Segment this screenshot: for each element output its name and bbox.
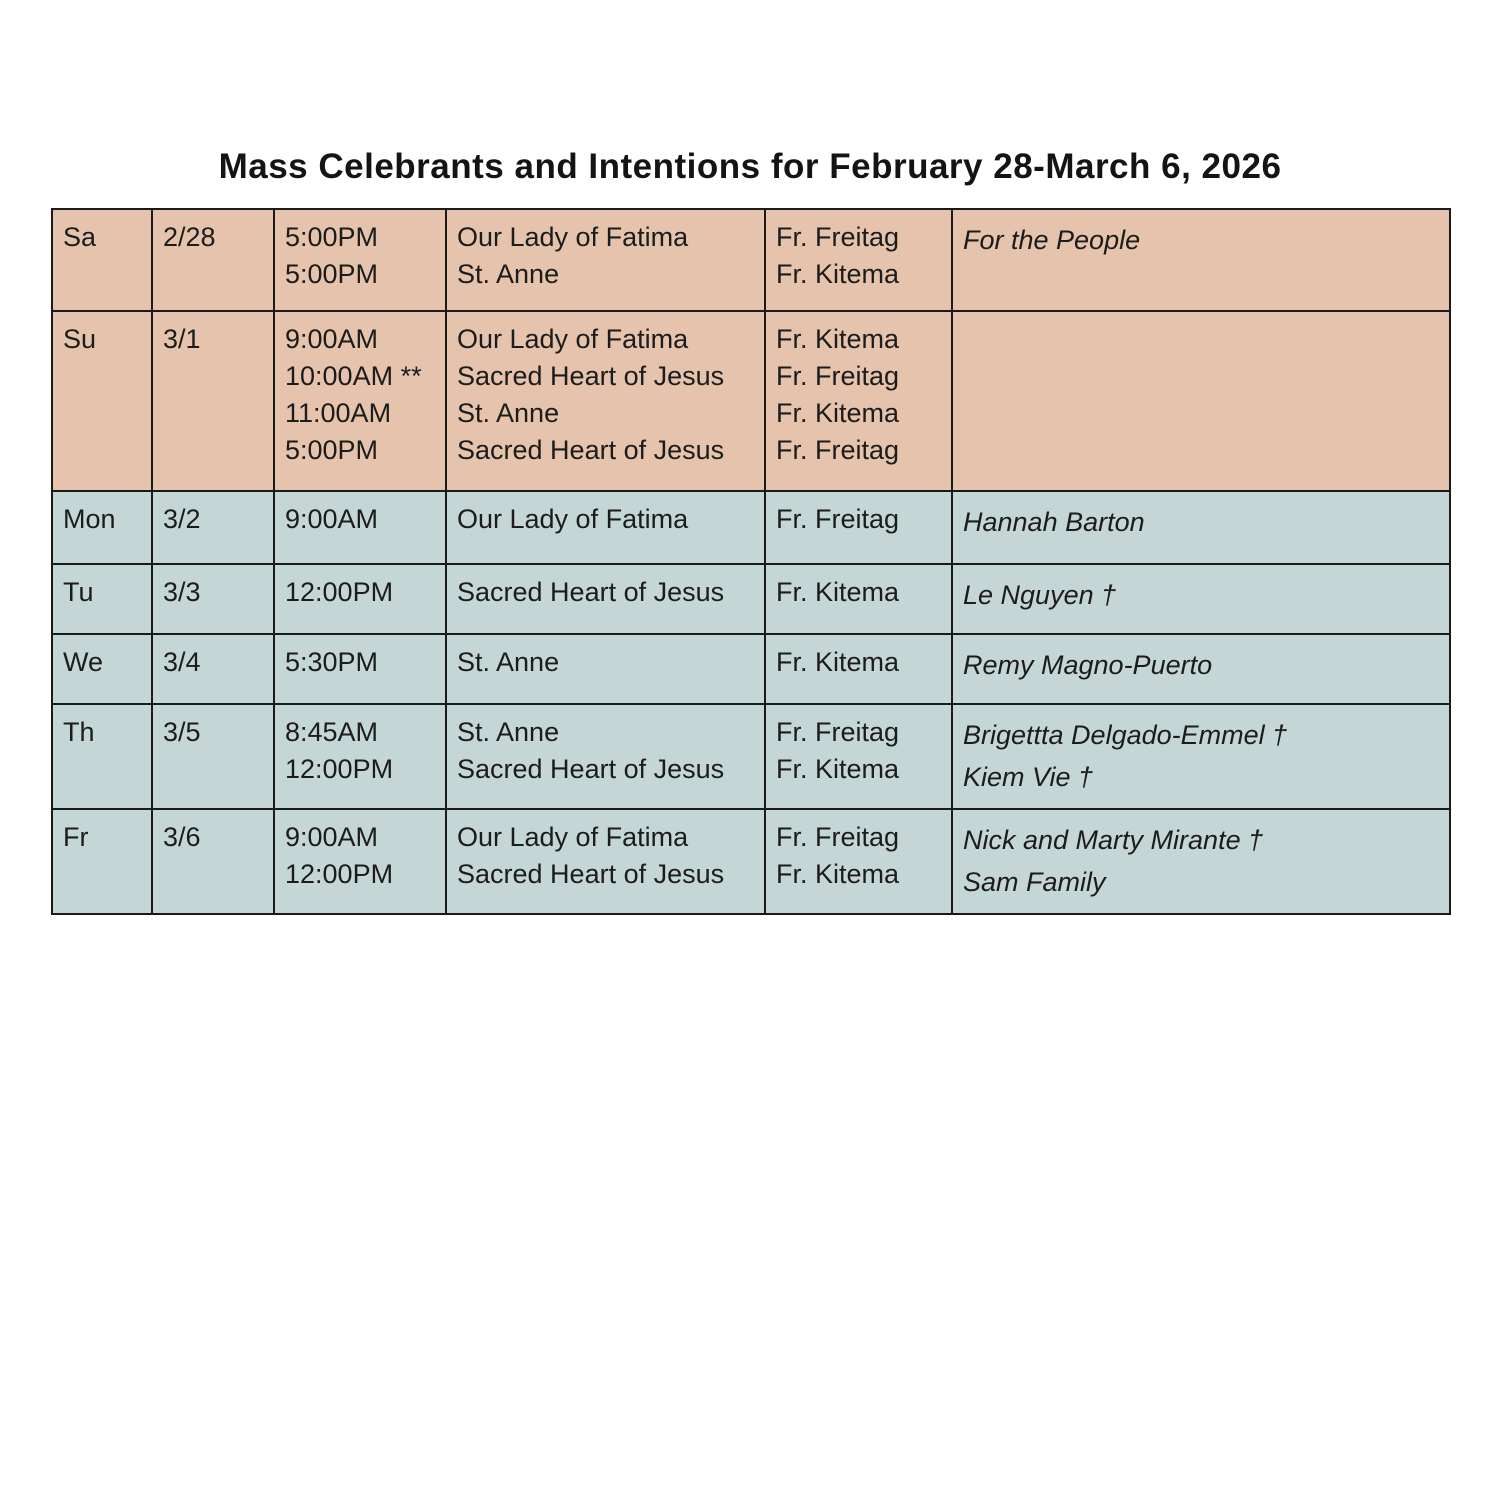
intention-value: Hannah Barton bbox=[963, 507, 1145, 537]
day-cell bbox=[52, 564, 152, 634]
time-cell bbox=[274, 311, 446, 491]
church-value: St. Anne bbox=[457, 647, 560, 677]
day-label: Tu bbox=[63, 577, 94, 607]
day-label: Mon bbox=[63, 504, 116, 534]
intention-cell bbox=[952, 311, 1450, 491]
day-cell bbox=[52, 809, 152, 914]
celebrant-value: Fr. Freitag bbox=[776, 717, 900, 747]
date-label: 3/5 bbox=[163, 717, 201, 747]
church-cell bbox=[446, 634, 765, 704]
date-cell bbox=[152, 704, 274, 809]
intention-value: Brigettta Delgado-Emmel † bbox=[963, 720, 1288, 750]
date-label: 3/4 bbox=[163, 647, 201, 677]
date-cell bbox=[152, 311, 274, 491]
time-cell bbox=[274, 209, 446, 311]
date-cell bbox=[152, 564, 274, 634]
church-value: Sacred Heart of Jesus bbox=[457, 435, 725, 465]
time-value: 5:00PM bbox=[285, 435, 379, 465]
celebrant-value: Fr. Kitema bbox=[776, 647, 900, 677]
celebrant-value: Fr. Freitag bbox=[776, 361, 900, 391]
church-value: Sacred Heart of Jesus bbox=[457, 754, 725, 784]
church-cell bbox=[446, 704, 765, 809]
celebrant-value: Fr. Freitag bbox=[776, 822, 900, 852]
day-cell bbox=[52, 491, 152, 564]
day-cell bbox=[52, 209, 152, 311]
table-row-saturday bbox=[52, 209, 1450, 311]
day-label: Th bbox=[63, 717, 95, 747]
celebrant-value: Fr. Kitema bbox=[776, 859, 900, 889]
time-value: 11:00AM bbox=[285, 398, 392, 428]
church-cell bbox=[446, 809, 765, 914]
day-label: Sa bbox=[63, 222, 97, 252]
church-cell bbox=[446, 564, 765, 634]
date-cell bbox=[152, 209, 274, 311]
intention-value: Kiem Vie † bbox=[963, 762, 1094, 792]
celebrant-cell bbox=[765, 704, 952, 809]
page-title: Mass Celebrants and Intentions for February 28-March 6, 2026 bbox=[218, 147, 1282, 186]
celebrant-value: Fr. Kitema bbox=[776, 398, 900, 428]
time-value: 5:30PM bbox=[285, 647, 379, 677]
date-label: 3/6 bbox=[163, 822, 201, 852]
time-cell bbox=[274, 704, 446, 809]
day-cell bbox=[52, 311, 152, 491]
celebrant-cell bbox=[765, 209, 952, 311]
mass-schedule-table bbox=[51, 208, 1451, 915]
time-value: 9:00AM bbox=[285, 822, 379, 852]
day-label: Fr bbox=[63, 822, 89, 852]
time-value: 5:00PM bbox=[285, 222, 379, 252]
church-value: Our Lady of Fatima bbox=[457, 504, 689, 534]
church-value: Sacred Heart of Jesus bbox=[457, 577, 725, 607]
time-cell bbox=[274, 564, 446, 634]
date-cell bbox=[152, 491, 274, 564]
day-cell bbox=[52, 704, 152, 809]
time-value: 9:00AM bbox=[285, 504, 379, 534]
celebrant-value: Fr. Kitema bbox=[776, 754, 900, 784]
church-value: Our Lady of Fatima bbox=[457, 324, 689, 354]
date-cell bbox=[152, 809, 274, 914]
time-value: 10:00AM ** bbox=[285, 361, 422, 391]
time-value: 5:00PM bbox=[285, 259, 379, 289]
date-label: 2/28 bbox=[163, 222, 216, 252]
date-label: 3/3 bbox=[163, 577, 201, 607]
time-value: 8:45AM bbox=[285, 717, 379, 747]
day-label: We bbox=[63, 647, 104, 677]
intention-cell bbox=[952, 704, 1450, 809]
day-cell bbox=[52, 634, 152, 704]
celebrant-cell bbox=[765, 564, 952, 634]
church-value: Sacred Heart of Jesus bbox=[457, 859, 725, 889]
time-cell bbox=[274, 809, 446, 914]
time-value: 12:00PM bbox=[285, 577, 394, 607]
time-value: 9:00AM bbox=[285, 324, 379, 354]
church-value: St. Anne bbox=[457, 717, 560, 747]
table-row-friday bbox=[52, 809, 1450, 914]
date-label: 3/2 bbox=[163, 504, 201, 534]
intention-value: Sam Family bbox=[963, 867, 1106, 897]
date-label: 3/1 bbox=[163, 324, 201, 354]
intention-value: Le Nguyen † bbox=[963, 580, 1117, 610]
celebrant-value: Fr. Freitag bbox=[776, 222, 900, 252]
intention-value: For the People bbox=[963, 225, 1141, 255]
intention-value: Remy Magno-Puerto bbox=[963, 650, 1213, 680]
table-row-sunday bbox=[52, 311, 1450, 491]
church-value: St. Anne bbox=[457, 259, 560, 289]
church-value: Our Lady of Fatima bbox=[457, 822, 689, 852]
time-value: 12:00PM bbox=[285, 754, 394, 784]
celebrant-value: Fr. Kitema bbox=[776, 324, 900, 354]
date-cell bbox=[152, 634, 274, 704]
celebrant-cell bbox=[765, 311, 952, 491]
celebrant-value: Fr. Kitema bbox=[776, 577, 900, 607]
church-cell bbox=[446, 209, 765, 311]
celebrant-value: Fr. Kitema bbox=[776, 259, 900, 289]
table-row-monday bbox=[52, 491, 1450, 564]
table-row-tuesday bbox=[52, 564, 1450, 634]
church-value: Our Lady of Fatima bbox=[457, 222, 689, 252]
intention-cell bbox=[952, 634, 1450, 704]
church-value: Sacred Heart of Jesus bbox=[457, 361, 725, 391]
church-value: St. Anne bbox=[457, 398, 560, 428]
intention-cell bbox=[952, 564, 1450, 634]
day-label: Su bbox=[63, 324, 97, 354]
celebrant-cell bbox=[765, 809, 952, 914]
intention-cell bbox=[952, 809, 1450, 914]
table-row-wednesday bbox=[52, 634, 1450, 704]
intention-value: Nick and Marty Mirante † bbox=[963, 825, 1264, 855]
celebrant-value: Fr. Freitag bbox=[776, 504, 900, 534]
table-row-thursday bbox=[52, 704, 1450, 809]
time-cell bbox=[274, 491, 446, 564]
celebrant-value: Fr. Freitag bbox=[776, 435, 900, 465]
time-cell bbox=[274, 634, 446, 704]
church-cell bbox=[446, 311, 765, 491]
church-cell bbox=[446, 491, 765, 564]
celebrant-cell bbox=[765, 634, 952, 704]
celebrant-cell bbox=[765, 491, 952, 564]
time-value: 12:00PM bbox=[285, 859, 394, 889]
intention-cell bbox=[952, 209, 1450, 311]
intention-cell bbox=[952, 491, 1450, 564]
